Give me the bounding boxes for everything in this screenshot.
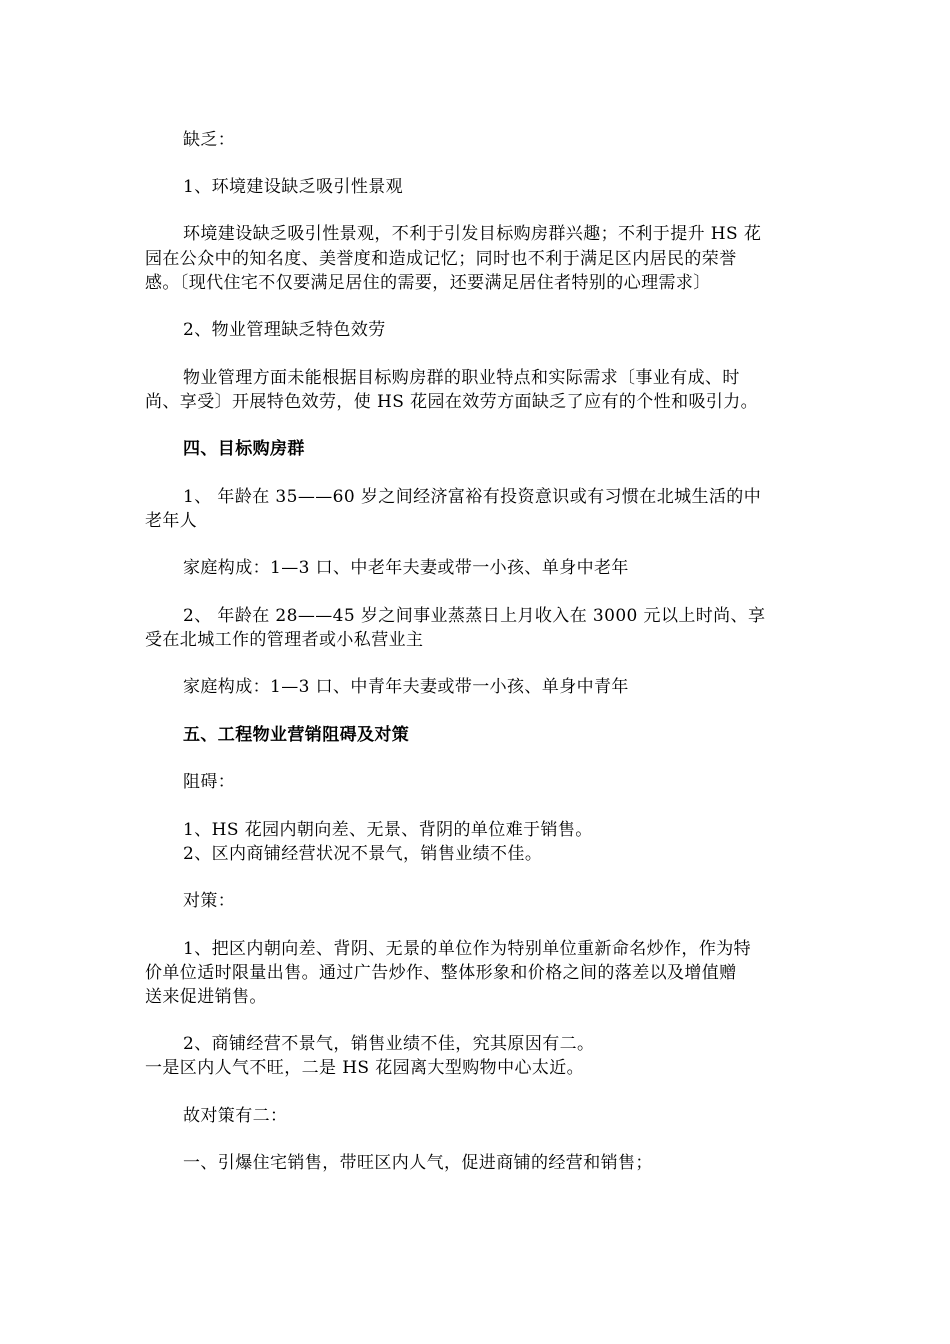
text-line: 受在北城工作的管理者或小私营业主 [145,630,424,650]
text-line: 送来促进销售。 [145,987,267,1007]
text-line: 1、 年龄在 35——60 岁之间经济富裕有投资意识或有习惯在北城生活的中 [183,487,762,507]
list-item: 1、HS 花园内朝向差、无景、背阴的单位难于销售。 [183,820,593,840]
text-line: 故对策有二： [183,1106,288,1126]
text-line: 环境建设缺乏吸引性景观，不利于引发目标购房群兴趣；不利于提升 HS 花 [183,224,762,244]
text-line: 2、 年龄在 28——45 岁之间事业蒸蒸日上月收入在 3000 元以上时尚、享 [183,606,766,626]
text-line: 物业管理方面未能根据目标购房群的职业特点和实际需求〔事业有成、时 [183,368,740,388]
text-line: 一是区内人气不旺，二是 HS 花园离大型购物中心太近。 [145,1058,585,1078]
subheading: 2、物业管理缺乏特色效劳 [183,320,386,340]
text-line: 阻碍： [183,772,236,792]
text-line: 价单位适时限量出售。通过广告炒作、整体形象和价格之间的落差以及增值赠 [145,963,737,983]
text-line: 家庭构成：1—3 口、中青年夫妻或带一小孩、单身中青年 [183,677,629,697]
section-heading: 四、目标购房群 [183,439,305,459]
text-line: 缺乏： [183,130,236,150]
text-line: 园在公众中的知名度、美誉度和造成记忆；同时也不利于满足区内居民的荣誉 [145,249,737,269]
text-line: 感。〔现代住宅不仅要满足居住的需要，还要满足居住者特别的心理需求〕 [145,273,711,293]
text-line: 尚、享受〕开展特色效劳，使 HS 花园在效劳方面缺乏了应有的个性和吸引力。 [145,392,759,412]
subheading: 1、环境建设缺乏吸引性景观 [183,177,404,197]
text-line: 家庭构成：1—3 口、中老年夫妻或带一小孩、单身中老年 [183,558,629,578]
text-line: 对策： [183,891,236,911]
list-item: 2、区内商铺经营状况不景气，销售业绩不佳。 [183,844,543,864]
text-line: 1、把区内朝向差、背阴、无景的单位作为特别单位重新命名炒作，作为特 [183,939,752,959]
section-heading: 五、工程物业营销阻碍及对策 [183,725,410,745]
text-line: 一、引爆住宅销售，带旺区内人气，促进商铺的经营和销售； [183,1153,653,1173]
text-line: 老年人 [145,511,198,531]
text-line: 2、商铺经营不景气，销售业绩不佳，究其原因有二。 [183,1034,595,1054]
